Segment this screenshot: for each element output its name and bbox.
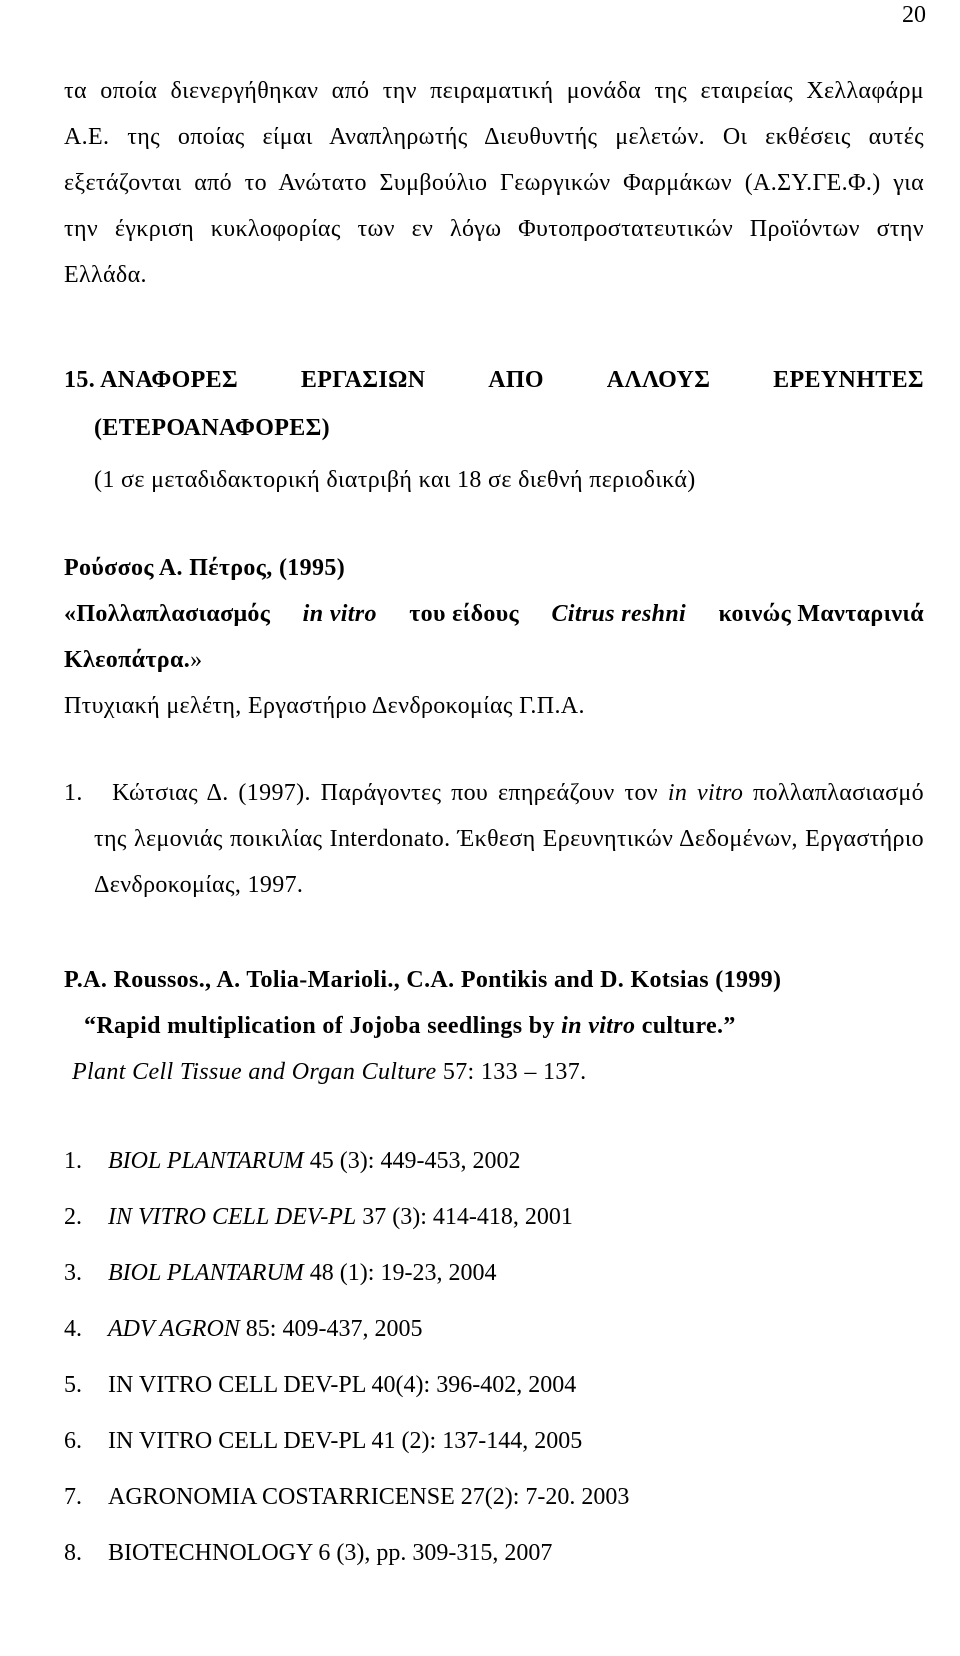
section-subtitle: (1 σε μεταδιδακτορική διατριβή και 18 σε διεθνή περιοδικά) <box>94 467 696 493</box>
intro-line-4: την έγκριση κυκλοφορίας των εν λόγω Φυτοπροστατευτικών Προϊόντων στην <box>64 216 924 242</box>
entry2-title-close: culture.” <box>641 1013 736 1039</box>
entry2-citation-6 <box>64 1428 582 1455</box>
entry1-title-p5: κοινώς Μανταρινιά <box>718 601 924 627</box>
citation-journal: ADV AGRON <box>108 1316 240 1342</box>
entry2-journal-line <box>72 1059 932 1086</box>
citation-detail: 40(4): 396-402, 2004 <box>371 1372 577 1398</box>
section-word-4: ΑΛΛΟΥΣ <box>606 367 711 393</box>
entry1-source: Πτυχιακή μελέτη, Εργαστήριο Δενδροκομίας Γ.Π.Α. <box>64 693 585 719</box>
intro-line-1: τα οποία διενεργήθηκαν από την πειραματική μονάδα της εταιρείας Χελλαφάρμ <box>64 78 924 104</box>
citation-number: 4. <box>64 1316 82 1342</box>
section-heading-line-1 <box>64 367 924 394</box>
entry1-title-line-2 <box>64 647 924 674</box>
entry1-title-close-quote: » <box>190 647 203 673</box>
citation-journal: IN VITRO CELL DEV-PL <box>108 1372 366 1398</box>
intro-line-3: εξετάζονται από το Ανώτατο Συμβούλιο Γεωργικών Φαρμάκων (Α.ΣΥ.ΓΕ.Φ.) για <box>64 170 924 196</box>
citation-journal: BIOL PLANTARUM <box>108 1260 304 1286</box>
intro-line-5: Ελλάδα. <box>64 262 147 288</box>
entry2-pages: 57: 133 – 137. <box>442 1059 587 1085</box>
entry2-author: P.A. Roussos., A. Tolia-Marioli., C.A. Pontikis and D. Kotsias (1999) <box>64 967 782 993</box>
entry1-citation-1-line-1 <box>64 780 924 807</box>
citation-journal: IN VITRO CELL DEV-PL <box>108 1428 366 1454</box>
entry2-title-open: “Rapid multiplication of Jojoba seedlings by <box>84 1013 555 1039</box>
citation-detail: 85: 409-437, 2005 <box>245 1316 423 1342</box>
entry1-title-p4: Citrus reshni <box>551 601 687 627</box>
citation-number: 8. <box>64 1540 82 1566</box>
entry2-citation-7 <box>64 1484 629 1511</box>
citation-detail: 45 (3): 449-453, 2002 <box>309 1148 521 1174</box>
citation-detail: 6 (3), pp. 309-315, 2007 <box>318 1540 553 1566</box>
section-word-2: ΕΡΓΑΣΙΩΝ <box>300 367 426 393</box>
entry2-journal: Plant Cell Tissue and Organ Culture <box>72 1059 437 1085</box>
entry2-citation-5 <box>64 1372 576 1399</box>
section-heading-first <box>64 367 238 394</box>
entry2-title <box>84 1013 944 1040</box>
entry1-title-p2: in vitro <box>302 601 377 627</box>
citation-journal: IN VITRO CELL DEV-PL <box>108 1204 357 1230</box>
entry2-citation-8 <box>64 1540 552 1567</box>
citation-detail: 37 (3): 414-418, 2001 <box>362 1204 573 1230</box>
citation-number: 2. <box>64 1204 82 1230</box>
section-word-1: ΑΝΑΦΟΡΕΣ <box>100 367 239 393</box>
entry1-citation-1-num: 1. <box>64 780 83 806</box>
citation-journal: BIOTECHNOLOGY <box>108 1540 313 1566</box>
section-word-3: ΑΠΟ <box>488 367 544 393</box>
citation-number: 5. <box>64 1372 82 1398</box>
entry1-title-line-1 <box>64 601 924 628</box>
section-heading-line-2: (ΕΤΕΡΟΑΝΑΦΟΡΕΣ) <box>94 415 330 441</box>
citation-detail: 41 (2): 137-144, 2005 <box>371 1428 583 1454</box>
entry2-citation-1 <box>64 1148 520 1175</box>
entry1-citation-1-italic: in vitro <box>667 780 744 806</box>
entry1-citation-1-line-3: Δενδροκομίας, 1997. <box>94 872 304 898</box>
intro-line-2: Α.Ε. της οποίας είμαι Αναπληρωτής Διευθυντής μελετών. Οι εκθέσεις αυτές <box>64 124 924 150</box>
citation-number: 1. <box>64 1148 82 1174</box>
citation-number: 6. <box>64 1428 82 1454</box>
entry1-citation-1-text-a: Κώτσιας Δ. (1997). Παράγοντες που επηρεάζουν τον <box>112 780 658 806</box>
entry1-title-line2-text: Κλεοπάτρα. <box>64 647 191 673</box>
section-word-5: ΕΡΕΥΝΗΤΕΣ <box>773 367 924 393</box>
entry2-citation-2 <box>64 1204 573 1231</box>
citation-detail: 48 (1): 19-23, 2004 <box>309 1260 497 1286</box>
citation-number: 3. <box>64 1260 82 1286</box>
entry1-author: Ρούσσος Α. Πέτρος, (1995) <box>64 555 346 581</box>
citation-journal: BIOL PLANTARUM <box>108 1148 304 1174</box>
entry2-title-italic: in vitro <box>561 1013 636 1039</box>
entry1-title-p1: «Πολλαπλασιασμός <box>64 601 271 627</box>
citation-detail: 27(2): 7-20. 2003 <box>460 1484 630 1510</box>
entry2-citation-4 <box>64 1316 422 1343</box>
citation-journal: AGRONOMIA COSTARRICENSE <box>108 1484 455 1510</box>
section-number: 15. <box>64 367 96 393</box>
entry1-citation-1-line-2: της λεμονιάς ποικιλίας Interdonato. Έκθεση Ερευνητικών Δεδομένων, Εργαστήριο <box>94 826 924 852</box>
page-number: 20 <box>902 2 926 28</box>
entry2-citation-3 <box>64 1260 496 1287</box>
entry1-title-p3: του είδους <box>409 601 520 627</box>
citation-number: 7. <box>64 1484 82 1510</box>
entry1-citation-1-text-b: πολλαπλασιασμό <box>753 780 924 806</box>
